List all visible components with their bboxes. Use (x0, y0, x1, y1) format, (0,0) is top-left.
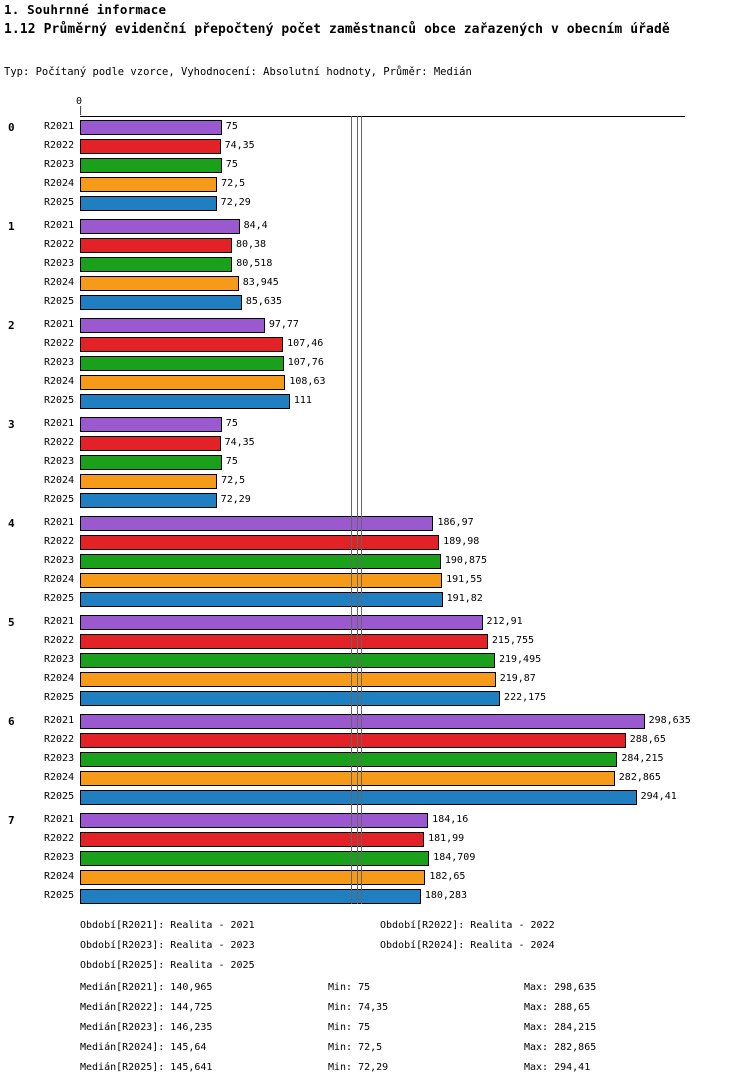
bar[interactable] (80, 219, 240, 234)
bar-row[interactable] (0, 274, 750, 293)
bar-value-label: 107,76 (287, 357, 324, 368)
bar[interactable] (80, 375, 285, 390)
bar[interactable] (80, 238, 232, 253)
bar-row[interactable] (0, 236, 750, 255)
bar[interactable] (80, 813, 428, 828)
bar-row[interactable] (0, 552, 750, 571)
bar-value-label: 75 (225, 456, 238, 467)
series-label: R2025 (44, 692, 75, 703)
bar[interactable] (80, 356, 284, 371)
bar[interactable] (80, 474, 217, 489)
bar[interactable] (80, 417, 222, 432)
bar[interactable] (80, 516, 433, 531)
series-label: R2022 (44, 437, 75, 448)
series-label: R2025 (44, 296, 75, 307)
bar-row[interactable] (0, 514, 750, 533)
series-label: R2021 (44, 220, 75, 231)
bar-row[interactable] (0, 415, 750, 434)
bar-row[interactable] (0, 750, 750, 769)
bar[interactable] (80, 177, 217, 192)
series-label: R2024 (44, 871, 75, 882)
stat-median: Medián[R2022]: 144,725 (80, 1002, 213, 1013)
series-label: R2025 (44, 395, 75, 406)
bar-row[interactable] (0, 175, 750, 194)
bar[interactable] (80, 276, 239, 291)
bar-row[interactable] (0, 392, 750, 411)
bar-row[interactable] (0, 491, 750, 510)
bar[interactable] (80, 257, 232, 272)
bar-group (0, 316, 750, 411)
bar-row[interactable] (0, 731, 750, 750)
stat-max: Max: 294,41 (524, 1062, 591, 1073)
bar-group (0, 613, 750, 708)
bar-row[interactable] (0, 651, 750, 670)
group-label: 7 (8, 814, 15, 827)
bar[interactable] (80, 615, 483, 630)
series-label: R2022 (44, 833, 75, 844)
bar[interactable] (80, 733, 626, 748)
bar-row[interactable] (0, 156, 750, 175)
bar[interactable] (80, 672, 496, 687)
stat-max: Max: 282,865 (524, 1042, 597, 1053)
bar[interactable] (80, 752, 617, 767)
bar-value-label: 184,709 (433, 852, 476, 863)
bar-value-label: 97,77 (268, 319, 299, 330)
bar-row[interactable] (0, 632, 750, 651)
bar[interactable] (80, 790, 637, 805)
bar-row[interactable] (0, 453, 750, 472)
bar-value-label: 111 (293, 395, 312, 406)
series-label: R2022 (44, 734, 75, 745)
bar[interactable] (80, 318, 265, 333)
bar-group (0, 712, 750, 807)
bar[interactable] (80, 634, 488, 649)
legend-period-item: Období[R2022]: Realita - 2022 (380, 920, 555, 931)
bar-row[interactable] (0, 887, 750, 906)
bar[interactable] (80, 196, 217, 211)
bar-value-label: 282,865 (618, 772, 661, 783)
axis-zero-label: 0 (76, 96, 83, 107)
series-label: R2024 (44, 376, 75, 387)
group-label: 4 (8, 517, 15, 530)
series-label: R2023 (44, 852, 75, 863)
bar-value-label: 72,5 (221, 475, 246, 486)
bar-row[interactable] (0, 137, 750, 156)
bar-row[interactable] (0, 689, 750, 708)
bar[interactable] (80, 295, 242, 310)
bar-row[interactable] (0, 590, 750, 609)
bar-value-label: 180,283 (424, 890, 467, 901)
bar-row[interactable] (0, 354, 750, 373)
reference-line (357, 116, 358, 904)
bar-value-label: 75 (225, 159, 238, 170)
series-label: R2022 (44, 140, 75, 151)
series-label: R2022 (44, 536, 75, 547)
series-label: R2022 (44, 239, 75, 250)
reference-line (351, 116, 352, 904)
group-label: 0 (8, 121, 15, 134)
series-label: R2025 (44, 791, 75, 802)
stat-median: Medián[R2023]: 146,235 (80, 1022, 213, 1033)
stat-max: Max: 298,635 (524, 982, 597, 993)
bar-row[interactable] (0, 118, 750, 137)
bar-value-label: 288,65 (629, 734, 666, 745)
stat-min: Min: 75 (328, 1022, 371, 1033)
bar-value-label: 72,29 (220, 197, 251, 208)
series-label: R2025 (44, 197, 75, 208)
stat-max: Max: 284,215 (524, 1022, 597, 1033)
bar[interactable] (80, 535, 439, 550)
bar-row[interactable] (0, 849, 750, 868)
bar-value-label: 80,518 (236, 258, 273, 269)
series-label: R2022 (44, 338, 75, 349)
bar-value-label: 298,635 (648, 715, 691, 726)
bar-row[interactable] (0, 316, 750, 335)
bar-value-label: 222,175 (504, 692, 547, 703)
bar-row[interactable] (0, 335, 750, 354)
series-label: R2021 (44, 715, 75, 726)
legend-period-item: Období[R2023]: Realita - 2023 (80, 940, 255, 951)
series-label: R2022 (44, 635, 75, 646)
bar-row[interactable] (0, 788, 750, 807)
bar[interactable] (80, 771, 615, 786)
bar[interactable] (80, 158, 222, 173)
stat-min: Min: 72,5 (328, 1042, 383, 1053)
group-label: 3 (8, 418, 15, 431)
bar-value-label: 219,87 (499, 673, 536, 684)
bar-value-label: 72,5 (221, 178, 246, 189)
bar-value-label: 107,46 (287, 338, 324, 349)
bar-row[interactable] (0, 434, 750, 453)
bar-value-label: 85,635 (245, 296, 283, 307)
stat-min: Min: 74,35 (328, 1002, 389, 1013)
bar[interactable] (80, 592, 443, 607)
bar-row[interactable] (0, 255, 750, 274)
bar[interactable] (80, 337, 283, 352)
bar[interactable] (80, 139, 221, 154)
stat-median: Medián[R2025]: 145,641 (80, 1062, 213, 1073)
bar-group (0, 415, 750, 510)
group-label: 1 (8, 220, 15, 233)
bar-row[interactable] (0, 217, 750, 236)
bar-value-label: 294,41 (640, 791, 677, 802)
stat-min: Min: 72,29 (328, 1062, 389, 1073)
stat-min: Min: 75 (328, 982, 371, 993)
bar[interactable] (80, 394, 290, 409)
bar-value-label: 189,98 (443, 536, 480, 547)
bar[interactable] (80, 554, 441, 569)
page-title: 1. Souhrnné informace (4, 2, 167, 17)
bar-value-label: 191,82 (446, 593, 483, 604)
series-label: R2025 (44, 593, 75, 604)
bar-value-label: 186,97 (437, 517, 474, 528)
series-label: R2021 (44, 616, 75, 627)
bar[interactable] (80, 653, 495, 668)
bar[interactable] (80, 851, 429, 866)
stat-max: Max: 288,65 (524, 1002, 591, 1013)
bar-value-label: 212,91 (486, 616, 523, 627)
stat-median: Medián[R2021]: 140,965 (80, 982, 213, 993)
bar-value-label: 80,38 (235, 239, 267, 250)
bar-row[interactable] (0, 811, 750, 830)
bar-value-label: 181,99 (428, 833, 465, 844)
bar-row[interactable] (0, 769, 750, 788)
series-label: R2023 (44, 555, 75, 566)
bar-group (0, 118, 750, 213)
axis-zero-tick: | (78, 106, 84, 116)
bar-value-label: 74,35 (224, 437, 255, 448)
bar-group (0, 217, 750, 312)
bar-value-label: 75 (225, 418, 238, 429)
series-label: R2023 (44, 258, 75, 269)
bar-row[interactable] (0, 194, 750, 213)
legend-period-item: Období[R2024]: Realita - 2024 (380, 940, 555, 951)
legend-periods (0, 920, 750, 980)
bar-value-label: 284,215 (621, 753, 664, 764)
bar-row[interactable] (0, 293, 750, 312)
bar[interactable] (80, 573, 442, 588)
bar-value-label: 219,495 (498, 654, 542, 665)
stat-median: Medián[R2024]: 145,64 (80, 1042, 207, 1053)
chart-subtitle: Typ: Počítaný podle vzorce, Vyhodnocení: Absolutní hodnoty, Průměr: Medián (4, 66, 472, 78)
series-label: R2024 (44, 475, 75, 486)
series-label: R2024 (44, 277, 75, 288)
series-label: R2021 (44, 418, 75, 429)
legend-period-item: Období[R2021]: Realita - 2021 (80, 920, 255, 931)
series-label: R2024 (44, 574, 75, 585)
bar-value-label: 191,55 (446, 574, 483, 585)
series-label: R2024 (44, 673, 75, 684)
series-label: R2021 (44, 814, 75, 825)
bar[interactable] (80, 691, 500, 706)
bar-row[interactable] (0, 712, 750, 731)
bar[interactable] (80, 889, 421, 904)
bar[interactable] (80, 870, 425, 885)
bar-group (0, 811, 750, 906)
axis-top-line (80, 116, 685, 117)
bar-value-label: 182,65 (429, 871, 466, 882)
bar-row[interactable] (0, 533, 750, 552)
bar-value-label: 84,4 (243, 220, 268, 231)
series-label: R2023 (44, 357, 75, 368)
group-label: 5 (8, 616, 15, 629)
bar-value-label: 72,29 (220, 494, 251, 505)
series-label: R2023 (44, 159, 75, 170)
series-label: R2024 (44, 772, 75, 783)
bar[interactable] (80, 455, 222, 470)
bar-value-label: 108,63 (289, 376, 326, 387)
bar-row[interactable] (0, 830, 750, 849)
series-label: R2024 (44, 178, 75, 189)
bar[interactable] (80, 714, 645, 729)
bar-value-label: 83,945 (242, 277, 279, 288)
series-label: R2025 (44, 890, 75, 901)
bar[interactable] (80, 832, 424, 847)
bar-value-label: 215,755 (491, 635, 535, 646)
bar-row[interactable] (0, 571, 750, 590)
series-label: R2021 (44, 121, 75, 132)
series-label: R2021 (44, 319, 75, 330)
series-label: R2023 (44, 654, 75, 665)
group-label: 2 (8, 319, 15, 332)
bar-value-label: 74,35 (224, 140, 255, 151)
group-label: 6 (8, 715, 15, 728)
bar-row[interactable] (0, 868, 750, 887)
legend-period-item: Období[R2025]: Realita - 2025 (80, 960, 255, 971)
series-label: R2025 (44, 494, 75, 505)
bar[interactable] (80, 493, 217, 508)
bar-row[interactable] (0, 670, 750, 689)
series-label: R2023 (44, 456, 75, 467)
bar-group (0, 514, 750, 609)
chart-title: 1.12 Průměrný evidenční přepočtený počet zaměstnanců obce zařazených v obecním úřadě (4, 22, 670, 37)
bar-row[interactable] (0, 373, 750, 392)
bar-value-label: 184,16 (432, 814, 469, 825)
bar-value-label: 75 (225, 121, 238, 132)
bar[interactable] (80, 436, 221, 451)
bar-plot (0, 116, 750, 910)
reference-line (361, 116, 362, 904)
bar[interactable] (80, 120, 222, 135)
bar-row[interactable] (0, 613, 750, 632)
bar-row[interactable] (0, 472, 750, 491)
series-label: R2023 (44, 753, 75, 764)
series-label: R2021 (44, 517, 75, 528)
bar-value-label: 190,875 (444, 555, 488, 566)
